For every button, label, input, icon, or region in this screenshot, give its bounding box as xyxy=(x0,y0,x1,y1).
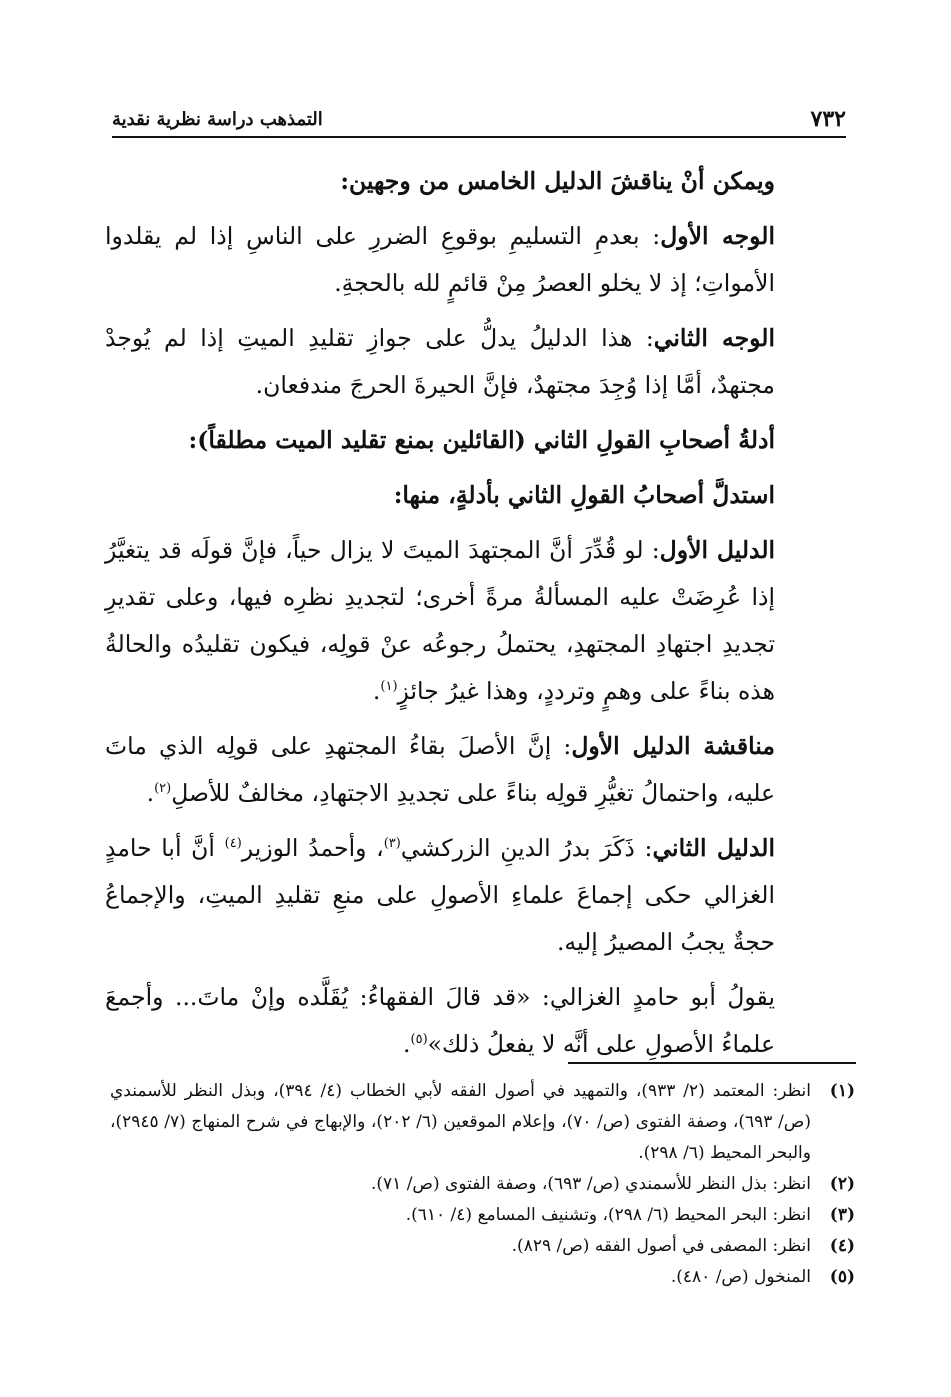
paragraph-first-evidence xyxy=(105,527,850,715)
footnote-ref[interactable]: (٤) xyxy=(224,836,242,852)
footnote-text: انظر: بذل النظر للأسمندي (ص/ ٦٩٣)، وصفة الفتوى (ص/ ٧١). xyxy=(370,1174,811,1194)
footnote-ref[interactable]: (٥) xyxy=(410,1032,428,1048)
paragraph-text: يقولُ أبو حامدٍ الغزالي: «قد قالَ الفقهاءُ: يُقَلَّده وإنْ ماتَ... وأجمعَ علماءُ الأصولِ على أنَّه لا يفعلُ ذلك» xyxy=(105,983,775,1058)
footnote-ref[interactable]: (٢) xyxy=(154,781,172,797)
footnote-ref[interactable]: (٣) xyxy=(383,836,401,852)
footnote-number: (١) xyxy=(829,1081,855,1101)
main-text xyxy=(105,158,850,1076)
footnote-number: (٣) xyxy=(829,1205,855,1225)
section-heading: أدلةُ أصحابِ القولِ الثاني (القائلين بمنع تقليد الميت مطلقاً): xyxy=(188,426,775,454)
paragraph-lead: الدليل الأول xyxy=(659,536,776,564)
footnote-text: انظر: المعتمد (٢/ ٩٣٣)، والتمهيد في أصول الفقه لأبي الخطاب (٤/ ٣٩٤)، وبذل النظر للأسمندي (ص/ ٦٩٣)، وصفة الفتوى (ص/ ٧٠)، وإعلام الموقعين (٦/ ٢٠٢)، والإبهاج في شرح المنهاج (٧/ ٢٩٤٥)، والبحر المحيط (٦/ ٢٩٨). xyxy=(110,1081,811,1163)
paragraph-text: : إنَّ الأصلَ بقاءُ المجتهدِ على قولِه الذي ماتَ عليه، واحتمالُ تغيُّرِ قولِه بناءً على تجديدِ الاجتهادِ، مخالفٌ للأصلِ xyxy=(105,732,775,807)
paragraph-text: : بعدمِ التسليمِ بوقوعِ الضررِ على الناسِ إذا لم يقلدوا الأمواتِ؛ إذ لا يخلو العصرُ مِنْ قائمٍ لله بالحجةِ. xyxy=(105,222,775,297)
footnote xyxy=(110,1231,855,1262)
footnote-ref[interactable]: (١) xyxy=(380,679,398,695)
paragraph-text: أنَّ أبا حامدٍ الغزالي حكى إجماعَ علماءِ الأصولِ على منعِ تقليدِ الميتِ، والإجماعُ حجةٌ يجبُ المصيرُ إليه. xyxy=(105,834,775,956)
paragraph-ghazali-quote xyxy=(105,974,850,1068)
paragraph-second-evidence xyxy=(105,825,850,966)
footnote-text: انظر: البحر المحيط (٦/ ٢٩٨)، وتشنيف المسامع (٤/ ٦١٠). xyxy=(405,1205,811,1225)
footnotes xyxy=(110,1076,855,1293)
paragraph-lead: الوجه الأول xyxy=(660,222,775,250)
footnote xyxy=(110,1262,855,1293)
paragraph-text: ، وأحمدُ الوزير xyxy=(241,834,384,862)
paragraph-second-aspect xyxy=(105,315,850,409)
footnote-number: (٥) xyxy=(829,1267,855,1287)
footnote xyxy=(110,1200,855,1231)
paragraph-discussion-intro: ويمكن أنْ يناقشَ الدليل الخامس من وجهين: xyxy=(340,167,775,195)
footnote-text: انظر: المصفى في أصول الفقه (ص/ ٨٢٩). xyxy=(511,1236,811,1256)
section-subheading: استدلَّ أصحابُ القولِ الثاني بأدلةٍ، منها: xyxy=(393,481,775,509)
footnote-separator xyxy=(568,1062,856,1064)
page-number: ٧٣٢ xyxy=(810,106,846,132)
paragraph-text: : هذا الدليلُ يدلُّ على جوازِ تقليدِ الميتِ إذا لم يُوجدْ مجتهدٌ، أمَّا إذا وُجِدَ مجتهدٌ، فإنَّ الحيرةَ الحرجَ مندفعان. xyxy=(105,324,775,399)
page-header xyxy=(112,96,846,138)
paragraph-lead: مناقشة الدليل الأول xyxy=(571,732,775,760)
paragraph-text: : لو قُدِّرَ أنَّ المجتهدَ الميتَ لا يزال حياً، فإنَّ قولَه قد يتغيَّرُ إذا عُرِضَتْ عليه المسألةُ مرةً أخرى؛ لتجديدِ نظرِه فيها، وعلى تقديرِ تجديدِ اجتهادِ المجتهدِ، يحتملُ رجوعُه عنْ قولِه، فيكون تقليدُه والحالةُ هذه بناءً على وهمٍ وترددٍ، وهذا غيرُ جائزٍ xyxy=(105,536,775,705)
paragraph-end: . xyxy=(403,1030,411,1058)
running-title: التمذهب دراسة نظرية نقدية xyxy=(112,109,323,130)
paragraph-end: . xyxy=(372,677,381,705)
footnote xyxy=(110,1169,855,1200)
paragraph-text: : ذَكَرَ بدرُ الدينِ الزركشي xyxy=(400,834,653,862)
footnote xyxy=(110,1076,855,1169)
footnote-number: (٢) xyxy=(829,1174,855,1194)
footnote-text: المنخول (ص/ ٤٨٠). xyxy=(670,1267,811,1287)
paragraph-lead: الوجه الثاني xyxy=(653,324,775,352)
paragraph-first-evidence-discussion xyxy=(105,723,850,817)
paragraph-lead: الدليل الثاني xyxy=(652,834,775,862)
paragraph-first-aspect xyxy=(105,213,850,307)
paragraph-end: . xyxy=(146,779,155,807)
footnote-number: (٤) xyxy=(829,1236,855,1256)
